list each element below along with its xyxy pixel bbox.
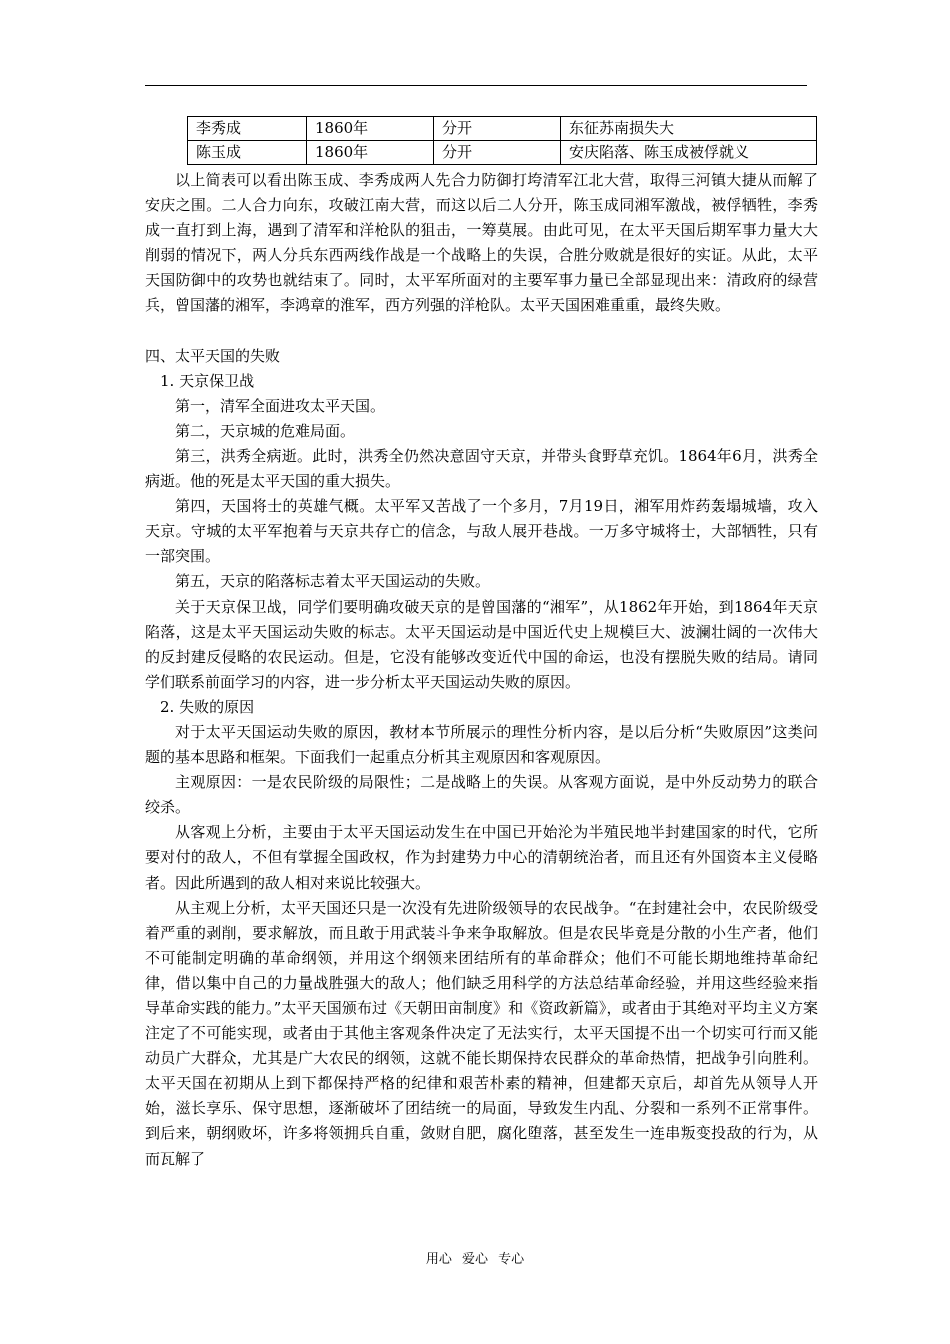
blank-line — [145, 319, 818, 344]
paragraph: 对于太平天国运动失败的原因，教材本节所展示的理性分析内容，是以后分析“失败原因”这类问题的基本思路和框架。下面我们一起重点分析其主观原因和客观原因。 — [145, 722, 818, 767]
subsection-heading: 1. 天京保卫战 — [160, 371, 255, 390]
table-cell: 安庆陷落、陈玉成被俘就义 — [561, 141, 817, 165]
paragraph: 关于天京保卫战，同学们要明确攻破天京的是曾国藩的“湘军”，从1862年开始，到1864年天京陷落，这是太平天国运动失败的标志。太平天国运动是中国近代史上规模巨大、波澜壮阔的一次伟大的反封建反侵略的农民运动。但是，它没有能够改变近代中国的命运，也没有摆脱失败的结局。请同学们联系前面学习的内容，进一步分析太平天国运动失败的原因。 — [145, 597, 818, 691]
subsection-heading: 2. 失败的原因 — [160, 697, 255, 716]
paragraph: 第三，洪秀全病逝。此时，洪秀全仍然决意固守天京，并带头食野草充饥。1864年6月，洪秀全病逝。他的死是太平天国的重大损失。 — [145, 446, 818, 491]
paragraph: 第五，天京的陷落标志着太平天国运动的失败。 — [175, 572, 491, 591]
page-footer: 用心 爱心 专心 — [425, 1252, 525, 1267]
table-cell: 东征苏南损失大 — [561, 117, 817, 141]
table-row — [188, 141, 817, 165]
table-cell: 分开 — [434, 117, 561, 141]
summary-table — [187, 116, 817, 165]
main-text — [145, 168, 818, 1172]
paragraph: 从主观上分析，太平天国还只是一次没有先进阶级领导的农民战争。“在封建社会中，农民阶级受着严重的剥削，要求解放，而且敢于用武装斗争来争取解放。但是农民毕竟是分散的小生产者，他们不可能制定明确的革命纲领，并用这个纲领来团结所有的革命群众；他们不可能长期地维持革命纪律，借以集中自己的力量战胜强大的敌人；他们缺乏用科学的方法总结革命经验，并用这些经验来指导革命实践的能力。”太平天国颁布过《天朝田亩制度》和《资政新篇》，或者由于其绝对平均主义方案注定了不可能实现，或者由于其他主客观条件决定了无法实行，太平天国提不出一个切实可行而又能动员广大群众，尤其是广大农民的纲领，这就不能长期保持农民群众的革命热情，把战争引向胜利。太平天国在初期从上到下都保持严格的纪律和艰苦朴素的精神，但建都天京后，却首先从领导人开始，滋长享乐、保守思想，逐渐破坏了团结统一的局面，导致发生内乱、分裂和一系列不正常事件。到后来，朝纲败坏，许多将领拥兵自重，敛财自肥，腐化堕落，甚至发生一连串叛变投敌的行为，从而瓦解了 — [145, 898, 818, 1168]
table-cell: 1860年 — [307, 141, 434, 165]
table-cell: 李秀成 — [188, 117, 307, 141]
table-cell: 陈玉成 — [188, 141, 307, 165]
paragraph: 第四，天国将士的英雄气概。太平军又苦战了一个多月，7月19日，湘军用炸药轰塌城墙，攻入天京。守城的太平军抱着与天京共存亡的信念，与敌人展开巷战。一万多守城将士，大部牺牲，只有一部突围。 — [145, 497, 818, 566]
table-cell: 分开 — [434, 141, 561, 165]
paragraph-summary: 以上简表可以看出陈玉成、李秀成两人先合力防御打垮清军江北大营，取得三河镇大捷从而解了安庆之围。二人合力向东，攻破江南大营，而这以后二人分开，陈玉成同湘军激战，被俘牺牲，李秀成一直打到上海，遇到了清军和洋枪队的狙击，一筹莫展。由此可见，在太平天国后期军事力量大大削弱的情况下，两人分兵东西两线作战是一个战略上的失误，合胜分败就是很好的实证。从此，太平天国防御中的攻势也就结束了。同时，太平军所面对的主要军事力量已全部显现出来：清政府的绿营兵，曾国藩的湘军，李鸿章的淮军，西方列强的洋枪队。太平天国困难重重，最终失败。 — [145, 171, 818, 315]
paragraph: 第一，清军全面进攻太平天国。 — [175, 396, 386, 415]
section-heading: 四、太平天国的失败 — [145, 346, 281, 365]
table-row — [188, 117, 817, 141]
header-rule — [145, 85, 807, 86]
paragraph: 从客观上分析，主要由于太平天国运动发生在中国已开始沦为半殖民地半封建国家的时代，它所要对付的敌人，不但有掌握全国政权，作为封建势力中心的清朝统治者，而且还有外国资本主义侵略者。因此所遇到的敌人相对来说比较强大。 — [145, 823, 818, 892]
paragraph: 第二，天京城的危难局面。 — [175, 421, 356, 440]
paragraph: 主观原因：一是农民阶级的局限性；二是战略上的失误。从客观方面说，是中外反动势力的联合绞杀。 — [145, 773, 818, 817]
table-cell: 1860年 — [307, 117, 434, 141]
